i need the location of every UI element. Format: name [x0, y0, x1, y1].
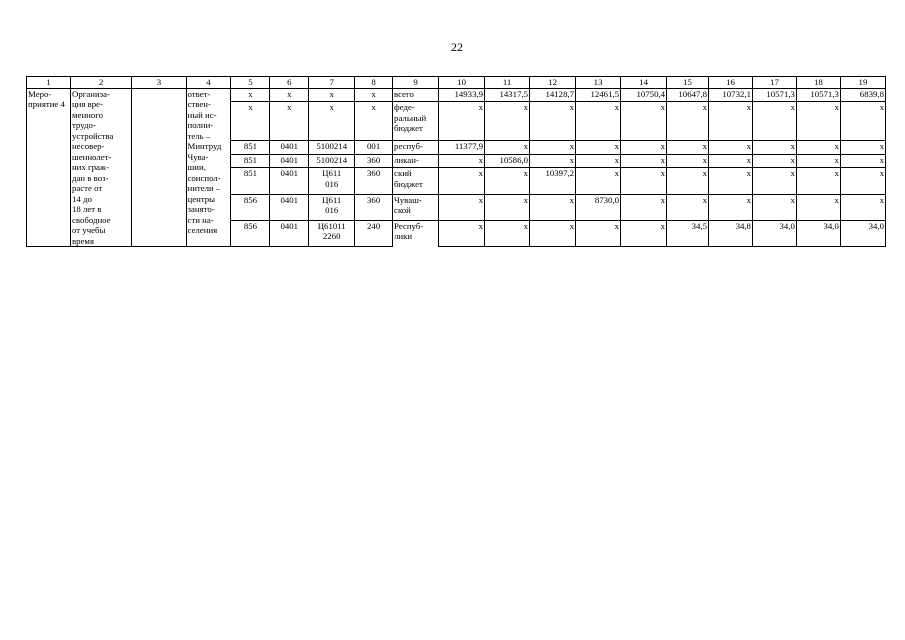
year-value-cell: x	[576, 102, 621, 141]
section-code-cell: 0401	[270, 154, 309, 168]
year-value-cell: x	[840, 194, 885, 220]
cell-line: время	[71, 235, 95, 246]
header-cell: 12	[530, 77, 576, 89]
section-code-cell: x	[270, 102, 309, 141]
cell-line: всего	[394, 88, 414, 99]
year-value-cell: x	[709, 168, 753, 194]
header-cell: 1	[27, 77, 71, 89]
year-value-cell: x	[485, 194, 530, 220]
target-code-cell	[309, 168, 355, 194]
cell-line: шеннолет-	[71, 151, 112, 162]
cell-line: соиспол-	[187, 172, 221, 183]
header-cell: 8	[355, 77, 393, 89]
year-value-cell: x	[439, 194, 485, 220]
year-value-cell: 10571,3	[752, 88, 796, 102]
target-code-cell	[309, 194, 355, 220]
year-value-cell: 11377,9	[439, 140, 485, 154]
year-value-cell: 8730,0	[576, 194, 621, 220]
cell-line: трудо-	[71, 120, 96, 130]
cell-line: ликан-	[394, 154, 419, 165]
cell-line: Чува-	[187, 151, 209, 162]
year-value-cell: x	[752, 194, 796, 220]
cell-line: лики	[394, 231, 413, 242]
cell-line: селения	[187, 225, 218, 235]
header-cell: 3	[132, 77, 186, 89]
header-cell: 10	[439, 77, 485, 89]
executor-cell	[186, 88, 231, 247]
year-value-cell: x	[796, 154, 840, 168]
year-value-cell: 10732,1	[709, 88, 753, 102]
year-value-cell: x	[709, 102, 753, 141]
cell-line: 5100214	[316, 140, 348, 151]
year-value-cell: x	[752, 168, 796, 194]
year-value-cell: x	[667, 154, 709, 168]
cell-line: Ц61011	[317, 220, 346, 231]
year-value-cell: x	[485, 220, 530, 246]
year-value-cell: 34,0	[840, 220, 885, 246]
year-value-cell: x	[840, 154, 885, 168]
event-cell	[27, 88, 71, 247]
year-value-cell: 10571,3	[796, 88, 840, 102]
year-value-cell: x	[621, 194, 667, 220]
year-value-cell: 34,0	[796, 220, 840, 246]
year-value-cell: x	[530, 154, 576, 168]
cell-line: несовер-	[71, 141, 105, 151]
year-value-cell: 10397,2	[530, 168, 576, 194]
cell-line: 18 лет в	[71, 204, 102, 214]
header-cell: 9	[393, 77, 439, 89]
year-value-cell: x	[485, 140, 530, 154]
year-value-cell: x	[796, 194, 840, 220]
cell-line: шии,	[187, 162, 206, 172]
header-row	[27, 77, 886, 89]
year-value-cell: x	[667, 194, 709, 220]
year-value-cell: 34,0	[752, 220, 796, 246]
cell-line: 14 до	[71, 193, 92, 204]
budget-table	[26, 76, 886, 247]
year-value-cell: 10586,0	[485, 154, 530, 168]
target-code-cell	[309, 154, 355, 168]
expense-type-cell: x	[355, 102, 393, 141]
table-body	[27, 77, 886, 247]
cell-line: 5100214	[316, 154, 348, 165]
year-value-cell: x	[439, 220, 485, 246]
year-value-cell: x	[485, 102, 530, 141]
year-value-cell: 10750,4	[621, 88, 667, 102]
year-value-cell: 34,8	[709, 220, 753, 246]
cell-line: свободное	[71, 214, 111, 225]
section-code-cell: 0401	[270, 220, 309, 246]
year-value-cell: 34,5	[667, 220, 709, 246]
year-value-cell: x	[667, 102, 709, 141]
expense-type-cell: 240	[355, 220, 393, 246]
year-value-cell: x	[576, 154, 621, 168]
cell-line: 016	[325, 178, 339, 189]
year-value-cell: 6839,8	[840, 88, 885, 102]
year-value-cell: 12461,5	[576, 88, 621, 102]
year-value-cell: x	[439, 154, 485, 168]
cell-line: Ц611	[322, 194, 342, 205]
year-value-cell: 14933,9	[439, 88, 485, 102]
year-value-cell: x	[709, 140, 753, 154]
header-cell: 5	[231, 77, 270, 89]
header-cell: 11	[485, 77, 530, 89]
cell-line: приятие 4	[28, 99, 65, 109]
cell-line: центры	[187, 193, 216, 204]
header-cell: 16	[709, 77, 753, 89]
year-value-cell: x	[840, 102, 885, 141]
year-value-cell: x	[796, 102, 840, 141]
cell-line: ральный	[394, 112, 427, 123]
year-value-cell: 14128,7	[530, 88, 576, 102]
cell-line: ция вре-	[71, 99, 104, 109]
year-value-cell: x	[530, 102, 576, 141]
cell-line: феде-	[394, 102, 415, 113]
year-value-cell: x	[530, 220, 576, 246]
expense-type-cell: 360	[355, 168, 393, 194]
year-value-cell: x	[621, 154, 667, 168]
cell-line: полни-	[187, 120, 214, 130]
admin-code-cell: 851	[231, 140, 270, 154]
admin-code-cell: 851	[231, 168, 270, 194]
cell-line: бюджет	[394, 123, 423, 134]
expense-type-cell: 001	[355, 140, 393, 154]
cell-line: 2260	[322, 231, 341, 242]
header-cell: 2	[70, 77, 131, 89]
cell-line: ский	[394, 168, 412, 179]
cell-line: занято-	[187, 204, 215, 214]
cell-line: бюджет	[394, 178, 423, 189]
year-value-cell: 10647,8	[667, 88, 709, 102]
year-value-cell: x	[439, 168, 485, 194]
year-value-cell: x	[621, 140, 667, 154]
cell-line: нители –	[187, 183, 221, 193]
cell-line: Чуваш-	[394, 194, 422, 205]
section-code-cell: x	[270, 88, 309, 102]
header-cell: 4	[186, 77, 231, 89]
year-value-cell: x	[621, 168, 667, 194]
section-code-cell: 0401	[270, 168, 309, 194]
admin-code-cell: 856	[231, 220, 270, 246]
expense-type-cell: 360	[355, 154, 393, 168]
year-value-cell: x	[530, 194, 576, 220]
cell-line: респуб-	[394, 140, 423, 151]
year-value-cell: x	[840, 140, 885, 154]
year-value-cell: x	[796, 140, 840, 154]
cell-line: Респуб-	[394, 220, 424, 231]
funding-source-cell	[393, 140, 439, 154]
header-cell: 18	[796, 77, 840, 89]
cell-line: Ц611	[322, 168, 342, 179]
expense-type-cell: x	[355, 88, 393, 102]
year-value-cell: x	[667, 140, 709, 154]
funding-source-cell	[393, 154, 439, 168]
cell-line: дан в воз-	[71, 172, 109, 183]
activity-name-cell	[70, 88, 131, 247]
cell-line: ствен-	[187, 99, 211, 109]
funding-source-cell	[393, 168, 439, 194]
year-value-cell: 14317,5	[485, 88, 530, 102]
cell-line: тель –	[187, 130, 211, 141]
admin-code-cell: x	[231, 88, 270, 102]
header-cell: 13	[576, 77, 621, 89]
admin-code-cell: x	[231, 102, 270, 141]
header-cell: 15	[667, 77, 709, 89]
year-value-cell: x	[709, 194, 753, 220]
header-cell: 7	[309, 77, 355, 89]
year-value-cell: x	[439, 102, 485, 141]
cell-line: устройства	[71, 130, 114, 141]
cell-line: них граж-	[71, 162, 109, 172]
year-value-cell: x	[621, 220, 667, 246]
year-value-cell: x	[752, 154, 796, 168]
cell-line: ской	[394, 205, 411, 216]
target-code-cell	[309, 140, 355, 154]
year-value-cell: x	[530, 140, 576, 154]
cell-line: сти на-	[187, 214, 214, 225]
cell-line: Минтруд	[187, 141, 222, 151]
cell-line: 016	[325, 205, 339, 216]
cell-line: менного	[71, 109, 104, 120]
cell-line: Организа-	[71, 88, 110, 99]
target-code-cell	[309, 88, 355, 102]
page-number: 22	[451, 40, 463, 54]
year-value-cell: x	[709, 154, 753, 168]
table-row	[27, 88, 886, 102]
cell-line: от учебы	[71, 225, 106, 235]
target-code-cell	[309, 102, 355, 141]
cell-line: расте от	[71, 183, 103, 193]
year-value-cell: x	[667, 168, 709, 194]
funding-source-cell	[393, 194, 439, 220]
year-value-cell: x	[576, 168, 621, 194]
year-value-cell: x	[752, 140, 796, 154]
header-cell: 19	[840, 77, 885, 89]
year-value-cell: x	[485, 168, 530, 194]
year-value-cell: x	[752, 102, 796, 141]
section-code-cell: 0401	[270, 194, 309, 220]
funding-source-cell	[393, 88, 439, 102]
funding-source-cell	[393, 102, 439, 141]
expense-type-cell: 360	[355, 194, 393, 220]
admin-code-cell: 856	[231, 194, 270, 220]
year-value-cell: x	[576, 220, 621, 246]
year-value-cell: x	[576, 140, 621, 154]
header-cell: 14	[621, 77, 667, 89]
empty-cell	[132, 88, 186, 247]
cell-line: ный ис-	[187, 109, 217, 120]
cell-line: Меро-	[28, 88, 52, 99]
year-value-cell: x	[840, 168, 885, 194]
funding-source-cell	[393, 220, 439, 246]
header-cell: 6	[270, 77, 309, 89]
year-value-cell: x	[796, 168, 840, 194]
cell-line: x	[329, 88, 334, 99]
target-code-cell	[309, 220, 355, 246]
admin-code-cell: 851	[231, 154, 270, 168]
section-code-cell: 0401	[270, 140, 309, 154]
year-value-cell: x	[621, 102, 667, 141]
cell-line: x	[329, 102, 334, 113]
cell-line: ответ-	[187, 88, 211, 99]
header-cell: 17	[752, 77, 796, 89]
